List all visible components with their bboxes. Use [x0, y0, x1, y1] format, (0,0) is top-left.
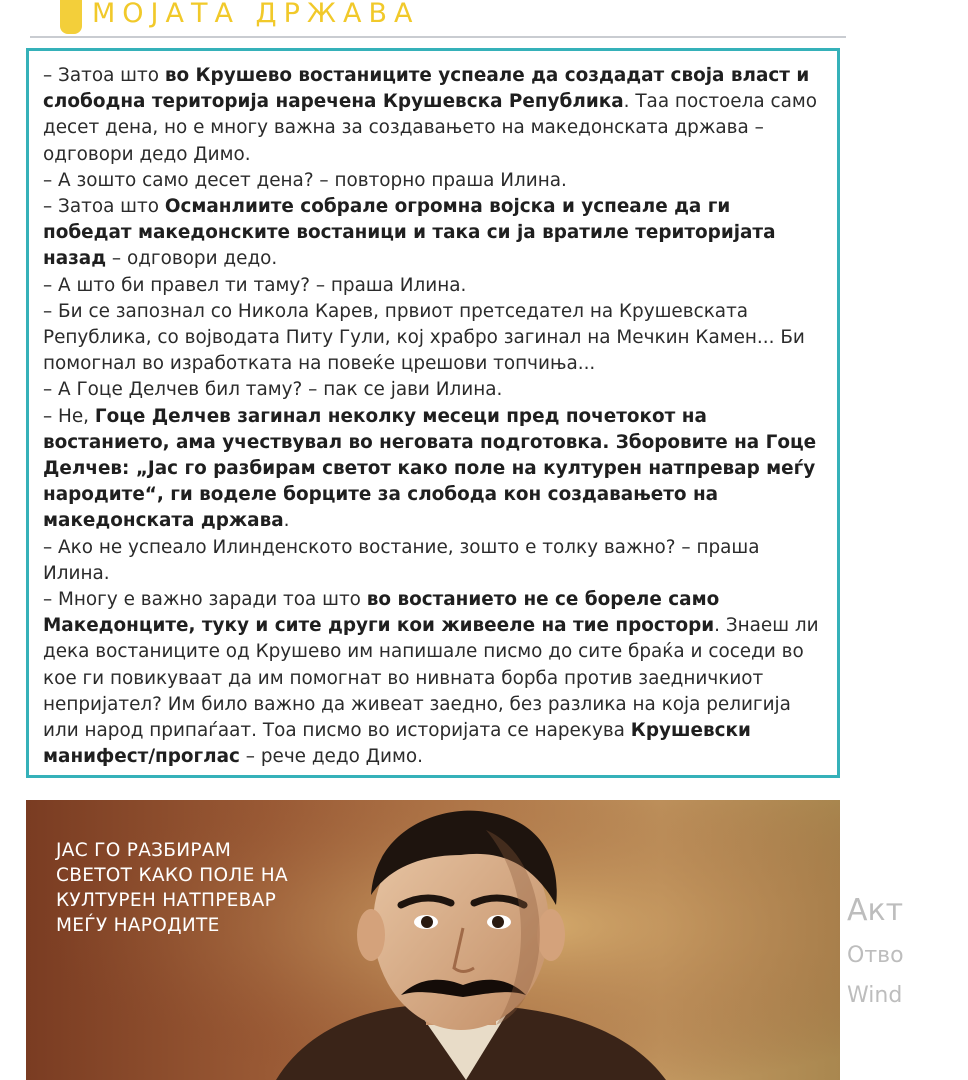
text-run: . Таа постоела само десет дена, но е многу важна за создавањето на македонската држава – одговори дедо Димо.: [43, 91, 817, 165]
story-text-box: [26, 48, 840, 778]
text-run: – А што би правел ти таму? – праша Илина.: [43, 274, 467, 296]
story-paragraph: [43, 194, 823, 273]
text-run: – одговори дедо.: [106, 248, 278, 270]
text-run: .: [283, 510, 290, 532]
text-run: – Многу е важно заради тоа што: [43, 589, 367, 611]
portrait-quote: ЈАС ГО РАЗБИРАМ СВЕТОТ КАКО ПОЛЕ НА КУЛТУРЕН НАТПРЕВАР МЕЃУ НАРОДИТЕ: [56, 840, 288, 936]
text-run: – Затоа што: [43, 196, 165, 218]
story-paragraph: [43, 404, 823, 535]
text-run: – А зошто само десет дена? – повторно праша Илина.: [43, 169, 567, 191]
text-run: – рече дедо Димо.: [239, 746, 423, 768]
bold-text-run: во Крушево востаниците успеале да создадат своја власт и слободна територија наречена Крушевска Република: [43, 65, 810, 113]
header-tab-marker: [60, 0, 82, 34]
goce-delchev-portrait: [26, 800, 840, 1080]
text-run: – Не,: [43, 405, 95, 427]
story-paragraph: [43, 168, 823, 194]
text-run: . Знаеш ли дека востаниците од Крушево им напишале писмо до сите браќа и соседи во кое ги повикуваат да им помогнат во нивната борба против заедничкиот непријател? Им било важно да живеат заедно, без разлика на која религија или народ припаѓаат. Тоа писмо во историјата се нарекува: [43, 615, 819, 742]
section-header: [30, 0, 846, 38]
story-paragraph: [43, 63, 823, 168]
section-title: МОЈАТА ДРЖАВА: [92, 0, 420, 29]
activation-watermark-title: Акт: [847, 893, 904, 928]
bold-text-run: Гоце Делчев загинал неколку месеци пред почетокот на востанието, ама учествувал во неговата подготовка. Зборовите на Гоце Делчев: „Јас го разбирам светот како поле на културен натпревар меѓу народите“, ги воделе борците за слобода кон создавањето на македонската држава: [43, 405, 817, 532]
text-run: – Затоа што: [43, 65, 165, 86]
text-run: – А Гоце Делчев бил таму? – пак се јави Илина.: [43, 379, 503, 401]
story-paragraph: [43, 377, 823, 403]
story-paragraph: [43, 299, 823, 378]
activation-watermark-line: Wind: [847, 983, 903, 1008]
text-run: – Ако не успеало Илинденското востание, зошто е толку важно? – праша Илина.: [43, 536, 760, 584]
story-paragraph: [43, 535, 823, 587]
bold-text-run: Крушевски манифест/проглас: [43, 720, 751, 768]
text-run: – Би се запознал со Никола Карев, првиот претседател на Крушевската Република, со војводата Питу Гули, кој храбро загинал на Мечкин Камен... Би помогнал во изработката на повеќе црешови топчиња...: [43, 300, 805, 375]
bold-text-run: во востанието не се бореле само Македонците, туку и сите други кои живееле на тие простори: [43, 589, 720, 637]
story-paragraph: [43, 587, 823, 770]
activation-watermark-line: Отво: [847, 943, 904, 968]
story-paragraph: [43, 273, 823, 299]
bold-text-run: Османлиите собрале огромна војска и успеале да ги победат македонските востаници и така си ја вратиле територијата назад: [43, 196, 776, 270]
